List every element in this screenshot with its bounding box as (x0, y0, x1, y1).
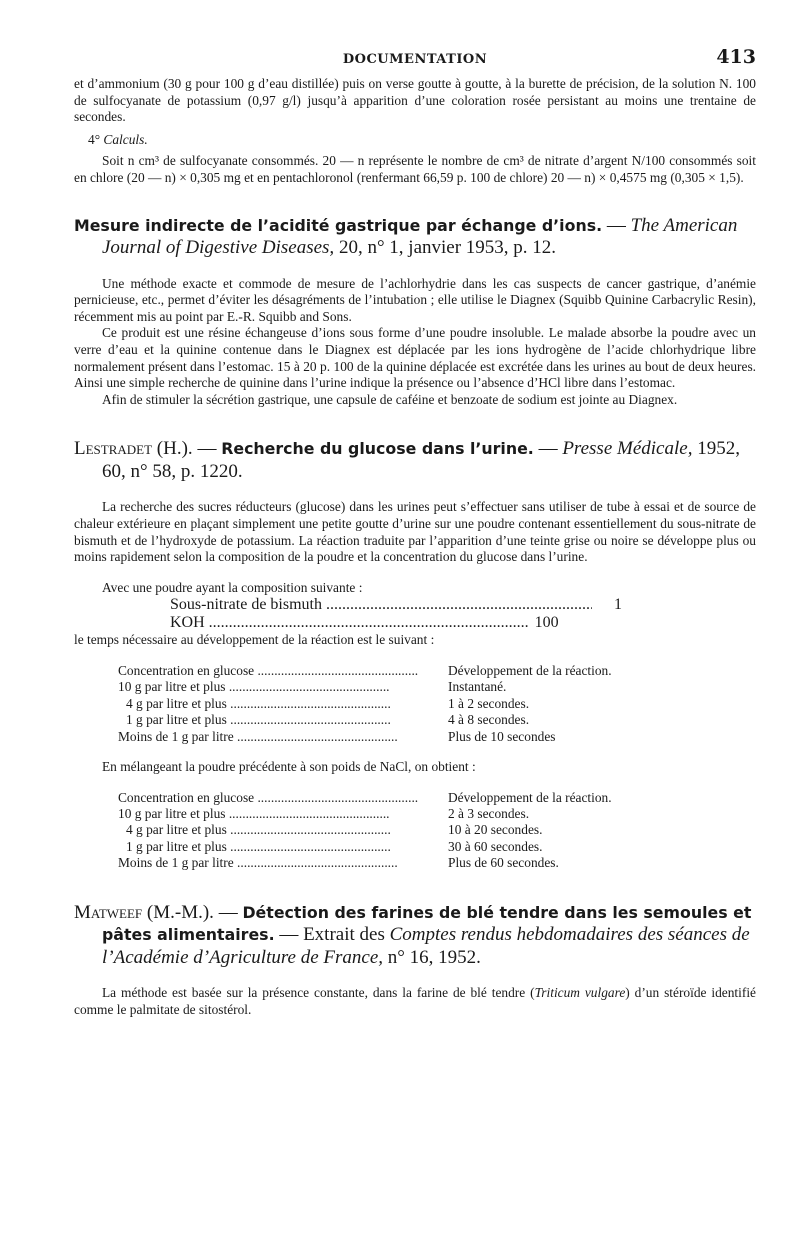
table-cell-concentration: 1 g par litre et plus (126, 712, 227, 728)
heading-dash: — (192, 438, 222, 460)
table-cell-time: 2 à 3 secondes. (448, 805, 530, 821)
paragraph-text: La méthode est basée sur la présence constante, dans la farine de blé tendre ( (102, 985, 535, 1001)
table-row (118, 839, 612, 855)
article-heading-glucose (74, 438, 756, 483)
paragraph-text: ) d’un stéroïde identifié comme le palmitate de sitostérol. (74, 985, 756, 1017)
heading-dash: — (602, 214, 631, 236)
table-cell-time: 10 à 20 secondes. (448, 822, 543, 838)
page (74, 40, 756, 1018)
table-row (118, 855, 612, 871)
table-row (118, 729, 612, 745)
table-cell-concentration: 10 g par litre et plus (118, 805, 226, 821)
article-source-journal: The American Journal of Digestive Diseases, (102, 214, 738, 259)
glucose-table-2 (118, 790, 612, 872)
table-row (118, 712, 612, 728)
heading-dash: — (533, 438, 563, 460)
table-cell-concentration: Moins de 1 g par litre (118, 855, 234, 871)
mix-sentence: En mélangeant la poudre précédente à son poids de NaCl, on obtient : (102, 758, 476, 774)
table-row (118, 679, 612, 695)
article-source-ref: 1952, 60, n° 58, p. 1220. (102, 438, 740, 482)
composition-outro: le temps nécessaire au développement de la réaction est le suivant : (74, 632, 435, 648)
article-paragraph: Ce produit est une résine échangeuse d’ions sous forme d’une poudre insoluble. Le malade absorbe la poudre avec un verre d’eau et la quinine contenue dans le Diagnex est déplacée par les ions hydrogène de l’acide chlorhydrique libre normalement présent dans l’estomac. 15 à 20 p. 100 de la quinine déplacée est excrétée dans les urines au bout de deux heures. Ainsi une simple recherche de quinine dans l’urine indique la présence ou l’absence d’HCl libre dans l’estomac. (74, 325, 756, 391)
composition-row (170, 596, 622, 614)
calc-title: Calculs. (103, 131, 148, 147)
article-paragraph: Afin de stimuler la sécrétion gastrique, une capsule de caféine et benzoate de sodium est jointe au Diagnex. (102, 391, 678, 407)
article-source-journal: Presse Médicale, (562, 438, 693, 460)
table-cell-time: Plus de 10 secondes (448, 728, 556, 744)
glucose-table-1 (118, 663, 612, 745)
table-header-concentration: Concentration en glucose (118, 789, 255, 805)
table-cell-concentration: 4 g par litre et plus (126, 822, 227, 838)
article-paragraph: Une méthode exacte et commode de mesure de l’achlorhydrie dans les cas suspects de cancer gastrique, d’anémie pernicieuse, etc., permet d’éviter les désagréments de l’intubation ; elle utilise le Diagnex (Squibb Quinine Carbacrylic Resin), récemment mis au point par E.-R. Squibb and Sons. (74, 275, 756, 324)
article-title: Détection des farines de blé tendre dans les semoules et pâtes alimentaires. (102, 902, 752, 945)
article-source-journal: Comptes rendus hebdomadaires des séances de l’Académie d’Agriculture de France, (102, 924, 750, 968)
calc-paragraph: Soit n cm³ de sulfocyanate consommés. 20 — n représente le nombre de cm³ de nitrate d’argent N/100 consommés soit en chlore (20 — n) × 0,305 mg et en pentachloronol (renfermant 66,59 p. 100 de chlore) 20 — n) × 0,4575 mg (0,305 × 1,5). (74, 153, 756, 185)
article-source-prefix: Extrait des (303, 924, 390, 946)
intro-paragraph: et d’ammonium (30 g pour 100 g d’eau distillée) puis on verse goutte à goutte, à la burette de précision, de la solution N. 100 de sulfocyanate de potassium (0,97 g/l) jusqu’à apparition d’une coloration rosée persistant au moins une trentaine de secondes. (74, 76, 756, 125)
table-cell-concentration: 1 g par litre et plus (126, 838, 227, 854)
table-cell-time: Instantané. (448, 679, 507, 695)
composition-intro: Avec une poudre ayant la composition suivante : (102, 579, 363, 595)
article-heading-acidity (74, 215, 756, 260)
article-author: Lestradet (H.). (74, 438, 193, 460)
table-row (118, 696, 612, 712)
table-cell-time: 30 à 60 secondes. (448, 838, 543, 854)
calc-subheading (88, 132, 756, 149)
calc-number: 4° (88, 131, 101, 147)
article-title: Recherche du glucose dans l’urine. (221, 439, 534, 459)
table-cell-concentration: 4 g par litre et plus (126, 695, 227, 711)
article-source-ref: n° 16, 1952. (383, 946, 481, 968)
composition-value: 1 (614, 596, 622, 614)
composition-value: 100 (534, 614, 559, 632)
page-number: 413 (716, 46, 756, 68)
article-title: Mesure indirecte de l’acidité gastrique par échange d’ions. (74, 215, 603, 235)
table-row (118, 806, 612, 822)
composition-name: KOH ..... (170, 614, 529, 632)
article-source-ref: 20, n° 1, janvier 1953, p. 12. (334, 237, 557, 259)
table-row (118, 822, 612, 838)
running-title: DOCUMENTATION (342, 52, 488, 67)
table-header-development: Développement de la réaction. (448, 662, 612, 678)
table-cell-time: Plus de 60 secondes. (448, 855, 559, 871)
table-cell-concentration: 10 g par litre et plus (118, 679, 226, 695)
table-header-development: Développement de la réaction. (448, 789, 612, 805)
running-head (74, 40, 756, 70)
article-author: Matweef (M.-M.). (74, 901, 214, 923)
article-paragraph (74, 985, 756, 1018)
table-header-row (118, 663, 612, 679)
article-heading-wheat (74, 902, 756, 970)
table-header-concentration: Concentration en glucose (118, 662, 255, 678)
table-cell-concentration: Moins de 1 g par litre (118, 728, 234, 744)
composition-name: Sous-nitrate de bismuth ..... (170, 596, 592, 614)
heading-dash: — (213, 901, 243, 923)
composition-row (170, 614, 627, 632)
article-paragraph: La recherche des sucres réducteurs (glucose) dans les urines peut s’effectuer sans utiliser de tube à essai et de source de chaleur extérieure en plaçant simplement une petite goutte d’urine sur une poudre contenant essentiellement du sous-nitrate de bismuth et de l’hydroxyde de potassium. La réaction traduite par l’apparition d’une teinte grise ou noire se développe plus ou moins rapidement selon la composition de la poudre et la concentration du glucose dans l’urine. (74, 499, 756, 565)
table-cell-time: 4 à 8 secondes. (448, 712, 530, 728)
table-cell-time: 1 à 2 secondes. (448, 695, 530, 711)
heading-dash: — (274, 924, 304, 946)
table-header-row (118, 790, 612, 806)
species-name: Triticum vulgare (534, 985, 626, 1001)
